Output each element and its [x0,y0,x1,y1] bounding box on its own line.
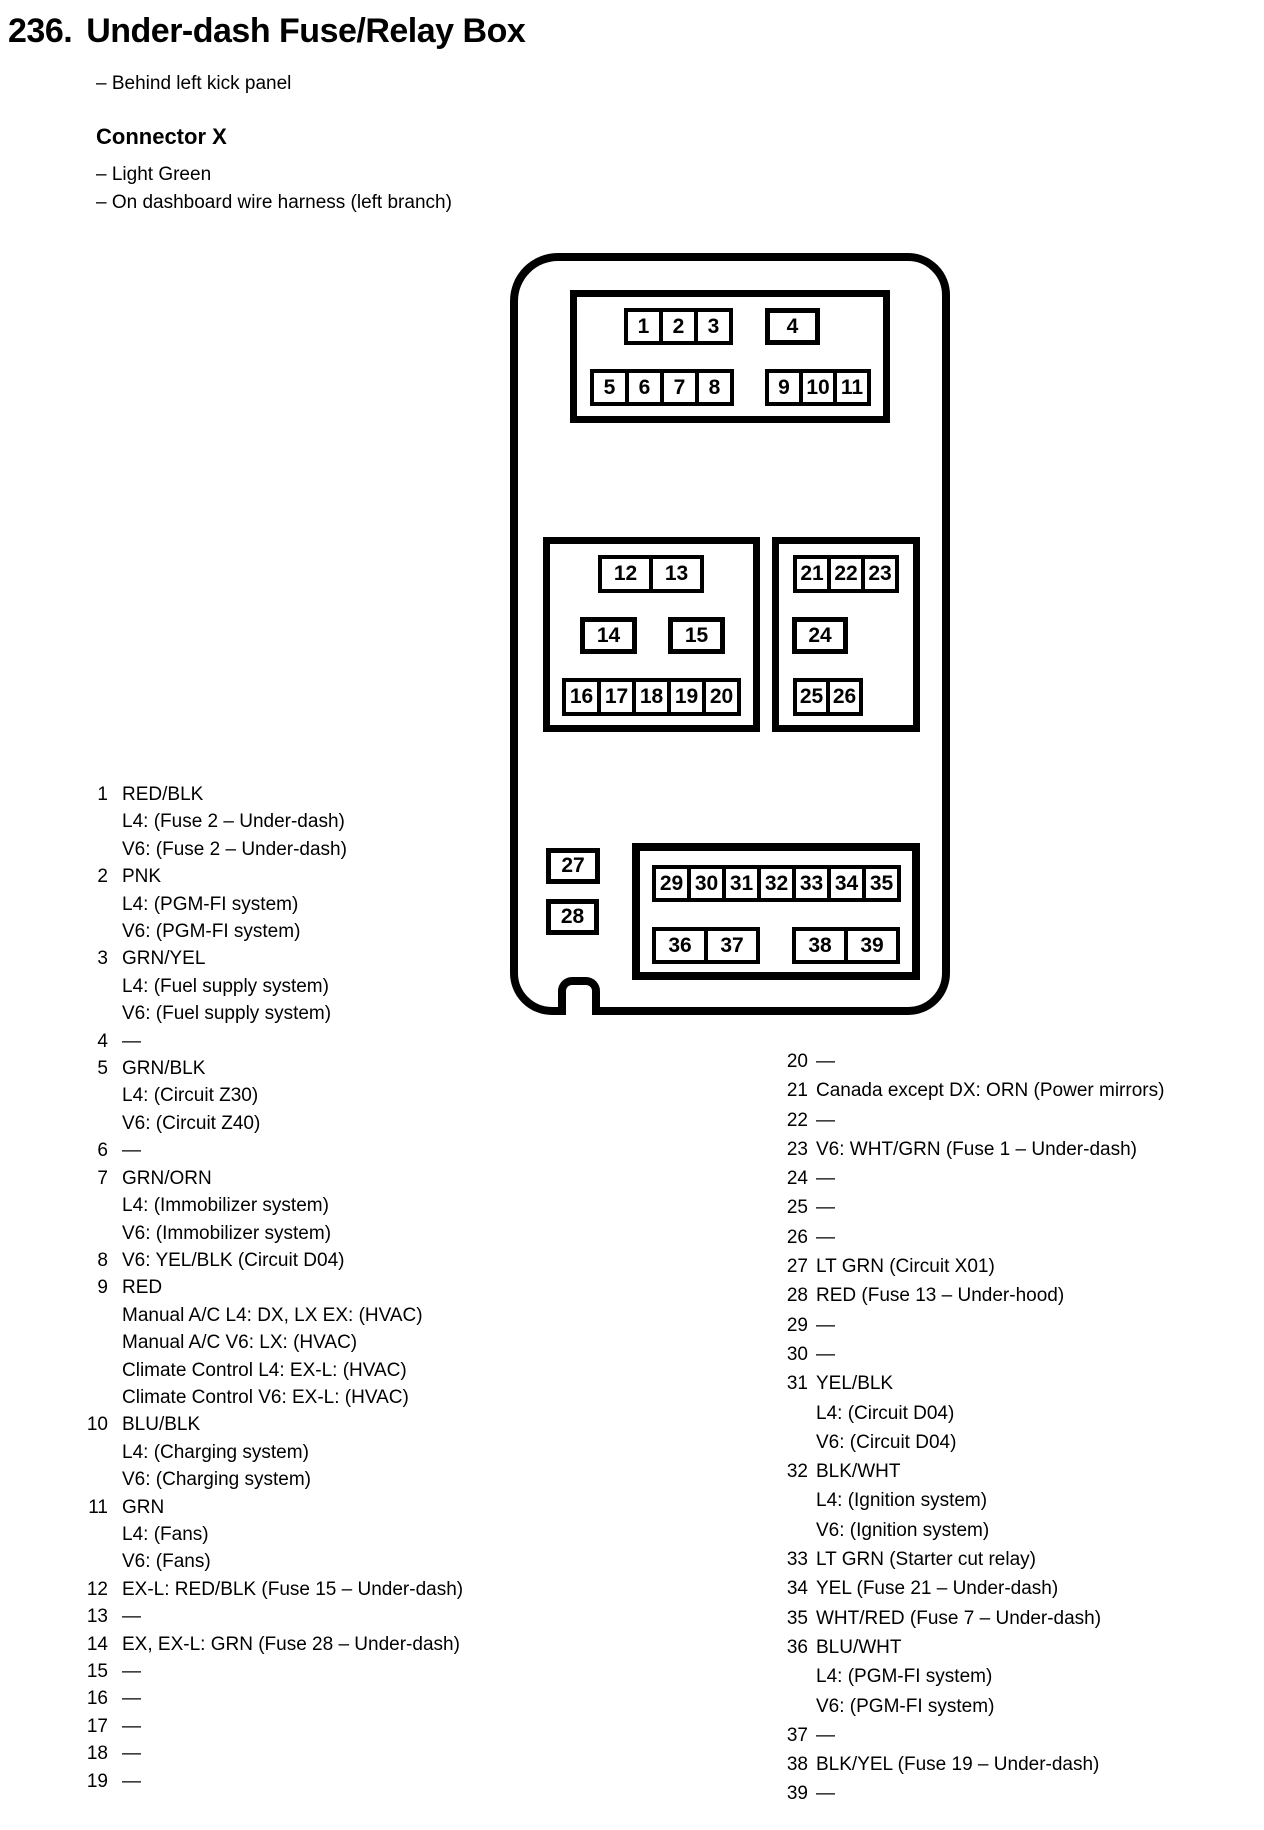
pin-wire-label: PNK [122,866,162,888]
connector-name: Connector X [96,124,227,149]
pin-number: 17 [86,1715,108,1737]
pin-entry-14 [74,1631,494,1658]
pin-detail-line: V6: (Fuse 2 – Under-dash) [122,838,347,860]
pin-entry-1 [74,781,494,863]
pin-box-27 [546,848,600,884]
pin-cell-7: 7 [660,369,699,406]
pin-cluster-12-13 [598,555,704,593]
pin-list-left [74,781,494,1795]
pin-number: 12 [86,1578,108,1600]
pin-number: 34 [786,1578,808,1600]
connector-diagram [510,253,950,1015]
pin-wire-label: GRN/BLK [122,1058,206,1080]
pin-number: 14 [86,1633,108,1655]
pin-wire-label: — [816,1783,835,1805]
pin-entry-20 [770,1047,1210,1076]
pin-detail-line: Manual A/C L4: DX, LX EX: (HVAC) [122,1304,423,1326]
pin-entry-7 [74,1165,494,1247]
pin-entry-36 [770,1633,1210,1721]
pin-wire-label: GRN/ORN [122,1167,212,1189]
pin-number: 28 [786,1285,808,1307]
pin-cell-22: 22 [827,555,865,593]
pin-entry-24 [770,1164,1210,1193]
pin-wire-label: BLK/YEL (Fuse 19 – Under-dash) [816,1754,1100,1776]
pin-entry-23 [770,1135,1210,1164]
pin-detail-line: V6: (Immobilizer system) [122,1222,332,1244]
pin-number: 15 [86,1661,108,1682]
pin-wire-label: — [122,1661,141,1682]
pin-entry-29 [770,1311,1210,1340]
pin-cluster-21-23 [793,555,899,593]
pin-number: 25 [786,1197,808,1219]
pin-wire-label: BLU/WHT [816,1636,902,1658]
pin-cell-30: 30 [687,865,726,902]
pin-wire-label: — [816,1724,835,1746]
pin-wire-label: WHT/RED (Fuse 7 – Under-dash) [816,1607,1102,1629]
pin-entry-35 [770,1604,1210,1633]
page-title: Under-dash Fuse/Relay Box [86,12,526,50]
pin-number: 9 [97,1277,108,1299]
pin-cell-24: 24 [792,617,848,654]
pin-cluster-5-8 [590,369,734,406]
pin-cell-25: 25 [793,678,830,716]
pin-detail-line: V6: (PGM-FI system) [122,921,301,943]
pin-detail-line: L4: (Fuel supply system) [122,975,329,997]
pin-entry-9 [74,1274,494,1411]
pin-cell-37: 37 [704,927,760,964]
pin-wire-label: V6: YEL/BLK (Circuit D04) [122,1249,345,1271]
pin-cluster-29-35 [652,865,901,902]
pin-number: 6 [97,1140,108,1162]
pin-wire-label: — [122,1715,141,1737]
pin-detail-line: V6: (Fans) [122,1551,211,1573]
pin-cell-31: 31 [722,865,761,902]
pin-box-15 [668,617,725,654]
pin-cell-4: 4 [765,308,820,345]
pin-cell-14: 14 [580,617,637,654]
pin-wire-label: BLU/BLK [122,1414,201,1436]
pin-cell-21: 21 [793,555,831,593]
pin-wire-label: — [122,1030,141,1052]
pin-cluster-38-39 [792,927,900,964]
connector-note-harness: – On dashboard wire harness (left branch) [96,192,452,213]
pin-cell-35: 35 [862,865,901,902]
pin-entry-27 [770,1252,1210,1281]
pin-cell-15: 15 [668,617,725,654]
pin-cluster-16-20 [562,678,741,716]
pin-cell-12: 12 [598,555,653,593]
pin-wire-label: RED (Fuse 13 – Under-hood) [816,1285,1065,1307]
pin-wire-label: RED [122,1277,163,1299]
pin-cell-32: 32 [757,865,796,902]
pin-entry-25 [770,1193,1210,1222]
pin-cluster-9-11 [765,369,871,406]
pin-list-right [770,1047,1210,1809]
pin-detail-line: L4: (PGM-FI system) [122,893,299,915]
pin-number: 7 [97,1167,108,1189]
pin-number: 32 [786,1461,808,1483]
pin-cell-34: 34 [827,865,866,902]
pin-detail-line: Manual A/C V6: LX: (HVAC) [122,1332,358,1354]
pin-detail-line: V6: (Ignition system) [816,1519,990,1541]
connector-keying-notch [558,977,600,1015]
pin-entry-5 [74,1055,494,1137]
pin-entry-38 [770,1750,1210,1779]
pin-entry-18 [74,1740,494,1767]
pin-number: 5 [97,1058,108,1080]
pin-number: 31 [786,1373,808,1395]
pin-entry-16 [74,1685,494,1712]
pin-wire-label: GRN [122,1496,165,1518]
pin-detail-line: L4: (Charging system) [122,1441,309,1463]
pin-cell-11: 11 [833,369,871,406]
pin-entry-21 [770,1076,1210,1105]
pin-detail-line: V6: (Circuit D04) [816,1431,957,1453]
pin-cell-38: 38 [792,927,848,964]
pin-detail-line: L4: (Ignition system) [816,1490,988,1512]
pin-number: 35 [786,1607,808,1629]
pin-entry-12 [74,1576,494,1603]
pin-entry-13 [74,1603,494,1630]
pin-wire-label: — [816,1314,835,1336]
pin-detail-line: Climate Control L4: EX-L: (HVAC) [122,1359,407,1381]
pin-number: 21 [786,1080,808,1102]
pin-number: 23 [786,1138,808,1160]
pin-number: 2 [97,866,108,888]
pin-cell-19: 19 [667,678,706,716]
pin-group-middle-right [772,537,920,732]
connector-note-color: – Light Green [96,164,212,185]
pin-wire-label: — [122,1688,141,1710]
pin-entry-32 [770,1457,1210,1545]
pin-number: 8 [97,1249,108,1271]
pin-entry-3 [74,945,494,1027]
page-title-row [8,12,525,51]
pin-entry-37 [770,1721,1210,1750]
pin-number: 10 [86,1414,108,1436]
pin-number: 26 [786,1226,808,1248]
section-number: 236. [8,12,73,50]
pin-number: 20 [786,1051,808,1072]
pin-cell-20: 20 [702,678,741,716]
pin-cell-23: 23 [861,555,899,593]
pin-number: 22 [786,1109,808,1131]
pin-detail-line: L4: (Circuit D04) [816,1402,955,1424]
pin-wire-label: — [816,1109,835,1131]
pin-wire-label: LT GRN (Circuit X01) [816,1256,995,1278]
pin-cell-17: 17 [597,678,636,716]
pin-detail-line: Climate Control V6: EX-L: (HVAC) [122,1386,409,1408]
pin-entry-10 [74,1411,494,1493]
pin-entry-19 [74,1768,494,1795]
pin-cell-29: 29 [652,865,691,902]
pin-box-4 [765,308,820,345]
pin-cell-18: 18 [632,678,671,716]
pin-cell-1: 1 [624,308,663,345]
pin-entry-6 [74,1137,494,1164]
pin-entry-4 [74,1028,494,1055]
pin-wire-label: BLK/WHT [816,1461,901,1483]
pin-cell-2: 2 [659,308,698,345]
pin-box-24 [792,617,848,654]
pin-cell-39: 39 [844,927,900,964]
pin-wire-label: RED/BLK [122,784,204,805]
pin-cell-6: 6 [625,369,664,406]
pin-box-28 [546,899,599,935]
pin-cell-10: 10 [799,369,837,406]
pin-cell-9: 9 [765,369,803,406]
pin-cell-3: 3 [694,308,733,345]
pin-wire-label: GRN/YEL [122,948,206,970]
pin-wire-label: — [122,1770,141,1792]
pin-number: 4 [97,1030,108,1052]
pin-number: 38 [786,1754,808,1776]
pin-detail-line: V6: (PGM-FI system) [816,1695,995,1717]
pin-entry-2 [74,863,494,945]
pin-number: 11 [88,1496,108,1518]
pin-detail-line: V6: (Charging system) [122,1469,312,1491]
pin-wire-label: EX, EX-L: GRN (Fuse 28 – Under-dash) [122,1633,460,1655]
pin-cell-27: 27 [546,848,600,884]
pin-cell-28: 28 [546,899,599,935]
pin-entry-15 [74,1658,494,1685]
pin-wire-label: — [122,1140,141,1162]
location-note: – Behind left kick panel [96,73,292,94]
pin-number: 33 [786,1549,808,1571]
pin-cluster-36-37 [652,927,760,964]
pin-wire-label: Canada except DX: ORN (Power mirrors) [816,1080,1165,1102]
pin-detail-line: V6: (Fuel supply system) [122,1003,332,1025]
pin-number: 18 [86,1743,108,1765]
pin-detail-line: L4: (Fans) [122,1523,209,1545]
pin-entry-26 [770,1223,1210,1252]
pin-entry-22 [770,1106,1210,1135]
pin-cell-33: 33 [792,865,831,902]
pin-number: 29 [786,1314,808,1336]
pin-detail-line: L4: (Fuse 2 – Under-dash) [122,811,345,833]
pin-wire-label: — [122,1743,141,1765]
pin-number: 30 [786,1343,808,1365]
pin-wire-label: — [816,1343,835,1365]
pin-wire-label: — [122,1606,141,1628]
pin-number: 1 [97,784,108,805]
pin-wire-label: YEL (Fuse 21 – Under-dash) [816,1578,1059,1600]
pin-number: 24 [786,1168,808,1190]
pin-wire-label: LT GRN (Starter cut relay) [816,1549,1036,1571]
pin-group-top [570,290,890,423]
pin-number: 16 [86,1688,108,1710]
pin-number: 27 [786,1256,808,1278]
pin-number: 39 [786,1783,808,1805]
pin-cell-5: 5 [590,369,629,406]
pin-entry-30 [770,1340,1210,1369]
pin-box-14 [580,617,637,654]
pin-wire-label: V6: WHT/GRN (Fuse 1 – Under-dash) [816,1138,1137,1160]
pin-detail-line: V6: (Circuit Z40) [122,1112,261,1134]
pin-number: 19 [86,1770,108,1792]
pin-wire-label: — [816,1168,835,1190]
pin-entry-31 [770,1369,1210,1457]
pin-wire-label: EX-L: RED/BLK (Fuse 15 – Under-dash) [122,1578,464,1600]
pin-entry-33 [770,1545,1210,1574]
pin-detail-line: L4: (Immobilizer system) [122,1195,329,1217]
pin-entry-11 [74,1494,494,1576]
pin-cell-36: 36 [652,927,708,964]
pin-cell-8: 8 [695,369,734,406]
pin-number: 13 [86,1606,108,1628]
pin-cell-16: 16 [562,678,601,716]
pin-entry-34 [770,1574,1210,1603]
pin-cell-26: 26 [826,678,863,716]
pin-cell-13: 13 [649,555,704,593]
pin-group-middle-left [543,537,760,732]
pin-detail-line: L4: (Circuit Z30) [122,1085,259,1107]
pin-wire-label: — [816,1051,835,1072]
pin-number: 36 [786,1636,808,1658]
pin-entry-8 [74,1247,494,1274]
pin-number: 3 [97,948,108,970]
pin-group-bottom [632,843,920,980]
pin-number: 37 [786,1724,808,1746]
pin-wire-label: YEL/BLK [816,1373,894,1395]
pin-cluster-25-26 [793,678,863,716]
pin-wire-label: — [816,1197,835,1219]
pin-entry-39 [770,1779,1210,1808]
pin-detail-line: L4: (PGM-FI system) [816,1666,993,1688]
pin-entry-17 [74,1713,494,1740]
pin-entry-28 [770,1281,1210,1310]
pin-wire-label: — [816,1226,835,1248]
pin-cluster-1-3 [624,308,733,345]
